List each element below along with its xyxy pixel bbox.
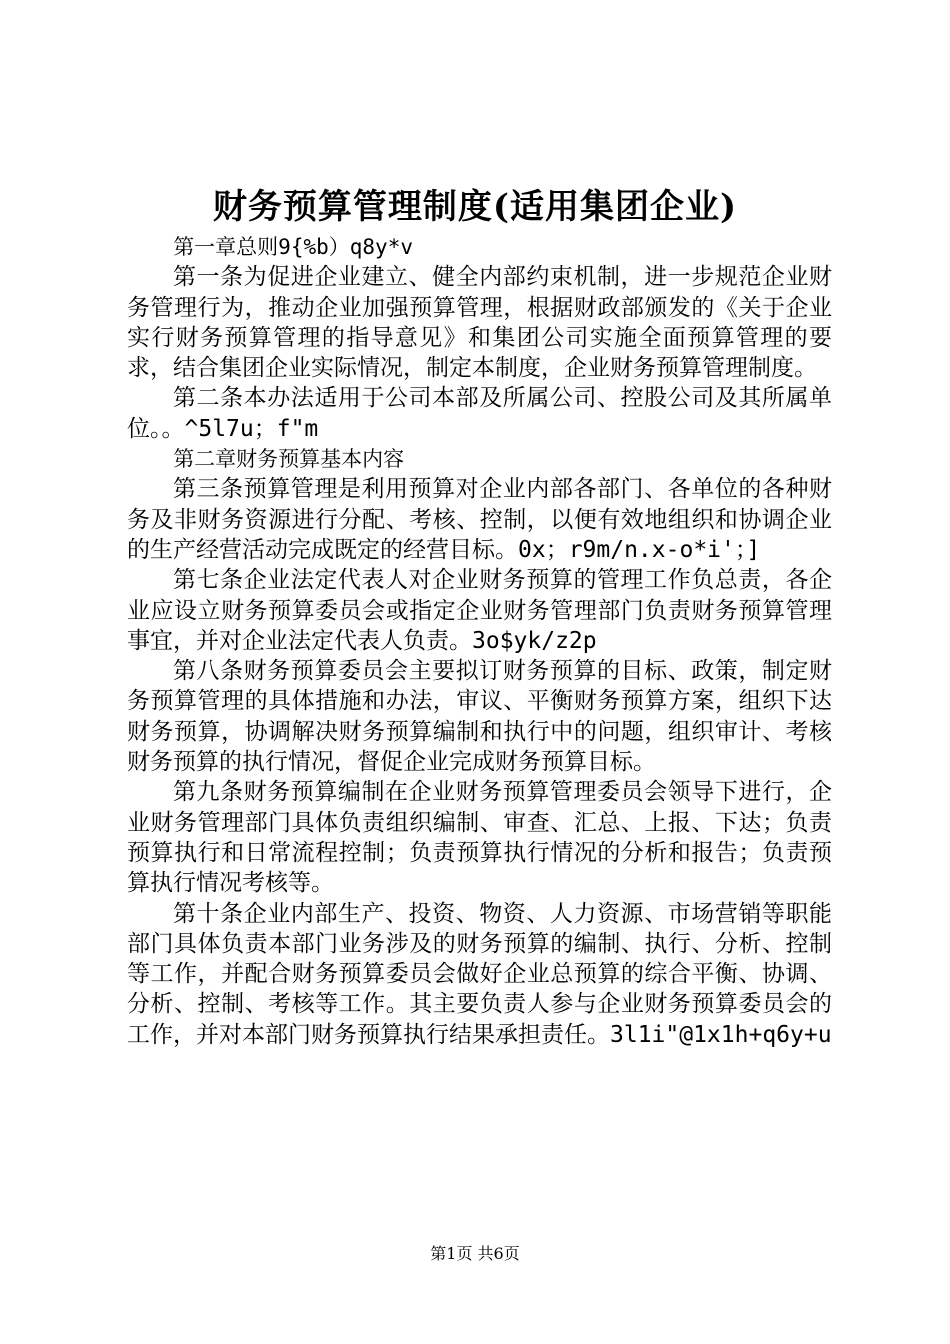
chapter-heading-2: 第二章财务预算基本内容 <box>173 447 405 472</box>
article-1: 第一条为促进企业建立、健全内部约束机制，进一步规范企业财务管理行为，推动企业加强预算管理，根据财政部颁发的《关于企业实行财务预算管理的指导意见》和集团公司实施全面预算管理的要求，结合集团企业实际情况，制定本制度，企业财务预算管理制度。 <box>127 264 832 382</box>
article-8: 第八条财务预算委员会主要拟订财务预算的目标、政策，制定财务预算管理的具体措施和办法，审议、平衡财务预算方案，组织下达财务预算，协调解决财务预算编制和执行中的问题，组织审计、考核财务预算的执行情况，督促企业完成财务预算目标。 <box>127 658 832 776</box>
article-9: 第九条财务预算编制在企业财务预算管理委员会领导下进行，企业财务管理部门具体负责组织编制、审查、汇总、上报、下达；负责预算执行和日常流程控制；负责预算执行情况的分析和报告；负责预算执行情况考核等。 <box>127 779 832 897</box>
article-2: 第二条本办法适用于公司本部及所属公司、控股公司及其所属单位。。^5l7u；f"m <box>127 385 832 442</box>
article-7: 第七条企业法定代表人对企业财务预算的管理工作负总责，各企业应设立财务预算委员会或指定企业财务管理部门负责财务预算管理事宜，并对企业法定代表人负责。3o$yk/z2p <box>127 567 832 654</box>
document-body <box>127 232 832 1050</box>
document-title: 财务预算管理制度(适用集团企业) <box>212 187 738 227</box>
article-3: 第三条预算管理是利用预算对企业内部各部门、各单位的各种财务及非财务资源进行分配、考核、控制，以便有效地组织和协调企业的生产经营活动完成既定的经营目标。0x；r9m/n.x-o*i'；] <box>127 476 832 563</box>
chapter-heading-1: 第一章总则9{%b）q8y*v <box>173 235 413 259</box>
article-10: 第十条企业内部生产、投资、物资、人力资源、市场营销等职能部门具体负责本部门业务涉及的财务预算的编制、执行、分析、控制等工作，并配合财务预算委员会做好企业总预算的综合平衡、协调、分析、控制、考核等工作。其主要负责人参与企业财务预算委员会的工作，并对本部门财务预算执行结果承担责任。3l1i"@1x1h+q6y+u <box>127 900 832 1048</box>
page-number-footer: 第1页 共6页 <box>430 1244 520 1263</box>
